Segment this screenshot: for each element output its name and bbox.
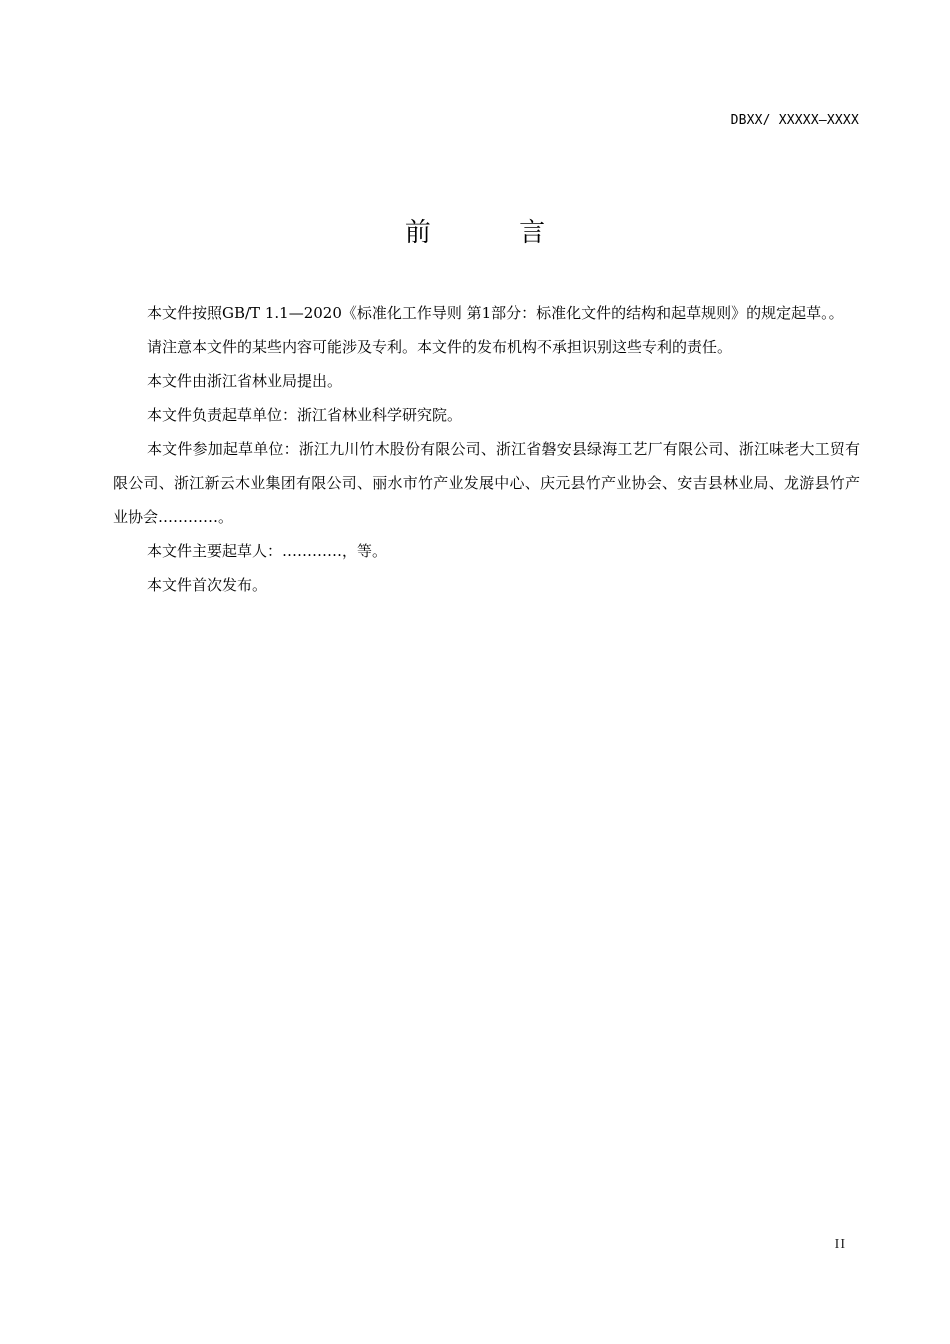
page-title: 前 言 xyxy=(404,218,586,248)
foreword-body xyxy=(113,296,860,602)
document-code: DBXX/ XXXXX—XXXX xyxy=(730,113,859,128)
paragraph-drafting-rules: 本文件按照GB/T 1.1—2020《标准化工作导则 第1部分：标准化文件的结构和起草规则》的规定起草。。 xyxy=(147,304,844,322)
paragraph-patent-notice: 请注意本文件的某些内容可能涉及专利。本文件的发布机构不承担识别这些专利的责任。 xyxy=(147,338,733,356)
paragraph-drafters: 本文件主要起草人：…………，等。 xyxy=(147,542,388,560)
paragraph-first-release: 本文件首次发布。 xyxy=(147,576,268,594)
paragraph-participating-units: 本文件参加起草单位：浙江九川竹木股份有限公司、浙江省磐安县绿海工艺厂有限公司、浙江味老大工贸有限公司、浙江新云木业集团有限公司、丽水市竹产业发展中心、庆元县竹产业协会、安吉县林业局、龙游县竹产业协会…………。 xyxy=(113,440,860,526)
page-number: II xyxy=(834,1237,846,1252)
paragraph-responsible-unit: 本文件负责起草单位：浙江省林业科学研究院。 xyxy=(147,406,463,424)
paragraph-proposer: 本文件由浙江省林业局提出。 xyxy=(147,372,343,390)
